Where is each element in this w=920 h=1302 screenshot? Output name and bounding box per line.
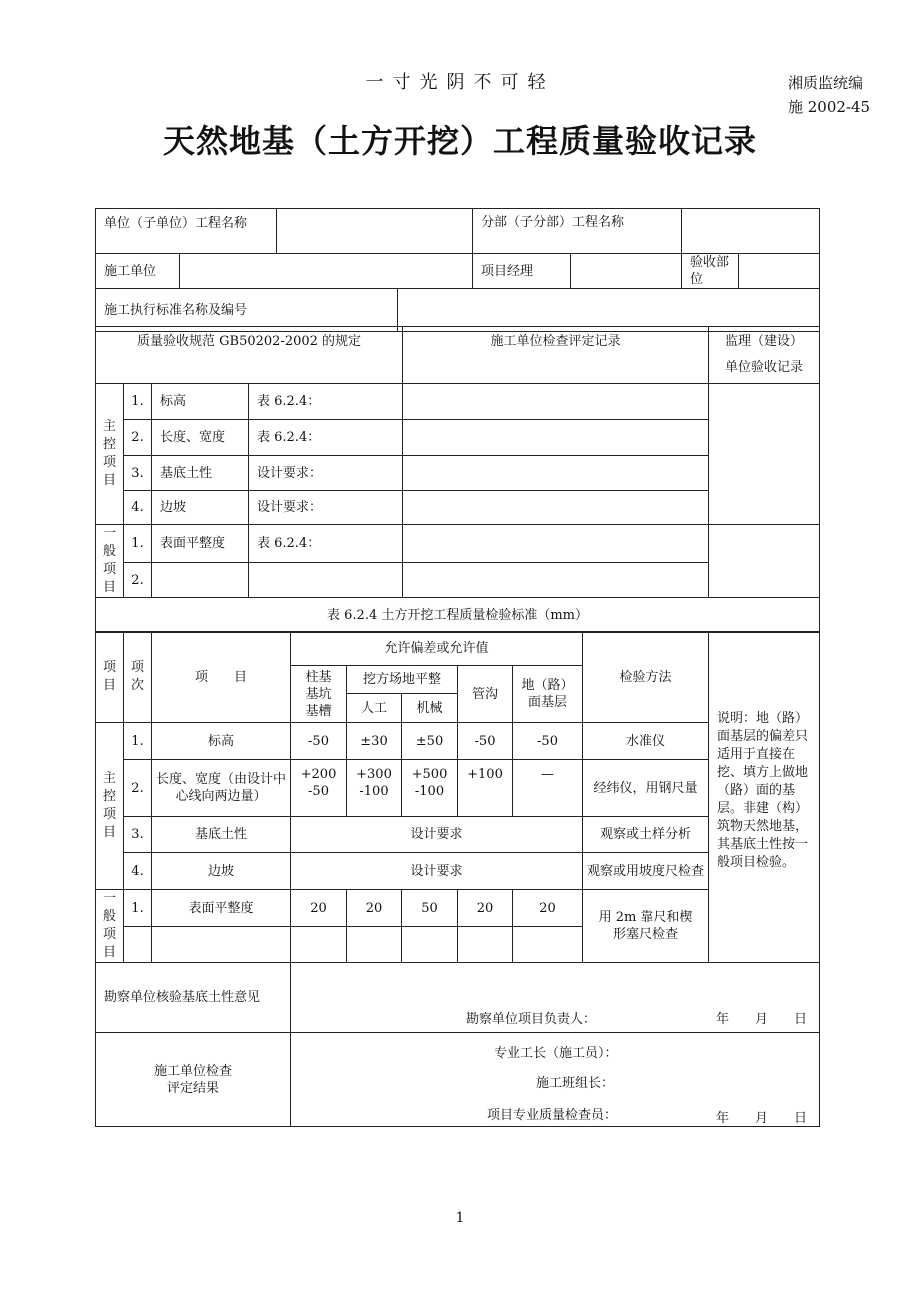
std-row-2-no: 2.	[124, 760, 152, 817]
main-item-4-name: 边坡	[152, 491, 249, 525]
standard-table	[95, 631, 820, 1127]
page-title: 天然地基（土方开挖）工程质量验收记录	[162, 122, 757, 160]
std-col-seq-text: 项次	[130, 660, 144, 693]
unit-project-name-value[interactable]	[277, 209, 473, 254]
spec-header: 质量验收规范 GB50202-2002 的规定	[96, 327, 403, 384]
std-general-row-2-no	[124, 927, 152, 963]
std-col-manual: 人工	[347, 694, 402, 723]
quality-inspector-label: 项目专业质量检查员：	[487, 1108, 618, 1123]
supervisor-header-line-2: 单位验收记录	[725, 360, 804, 375]
std-general-row-2-v4	[458, 927, 513, 963]
main-item-4-no: 4.	[124, 491, 152, 525]
sub-project-name-label: 分部（子分部）工程名称	[473, 209, 682, 254]
main-item-1-name: 标高	[152, 384, 249, 420]
foreman-label: 专业工长（施工员）：	[494, 1046, 618, 1061]
std-col-site: 挖方场地平整	[347, 666, 458, 694]
std-general-group-text: 一般项目	[102, 891, 116, 960]
std-row-2-pit-text: +200 -50	[300, 767, 337, 799]
general-item-1-no: 1.	[124, 525, 152, 563]
result-date: 年 月 日	[716, 1111, 808, 1126]
project-manager-label: 项目经理	[473, 254, 571, 289]
general-item-2-spec	[249, 563, 403, 598]
std-main-group-label	[96, 723, 124, 890]
supervisor-header	[709, 327, 820, 384]
std-row-2-trench: +100	[458, 760, 513, 817]
form-code-line-1: 湘质监统编	[788, 74, 864, 92]
std-general-row-2-v3	[402, 927, 458, 963]
main-item-4-spec: 设计要求：	[249, 491, 403, 525]
std-row-4-method: 观察或用坡度尺检查	[583, 853, 709, 890]
std-general-row-2-name	[152, 927, 291, 963]
general-item-2-no: 2.	[124, 563, 152, 598]
standard-name-label: 施工执行标准名称及编号	[96, 289, 398, 332]
std-row-1-pit: -50	[291, 723, 347, 760]
std-row-1-machine: ±50	[402, 723, 458, 760]
std-general-row-method-text: 用 2m 靠尺和楔形塞尺检查	[598, 910, 693, 942]
std-col-allowance: 允许偏差或允许值	[291, 632, 583, 666]
general-item-1-spec: 表 6.2.4：	[249, 525, 403, 563]
std-general-row-v2: 20	[347, 890, 402, 927]
std-col-trench: 管沟	[458, 666, 513, 723]
std-row-1-method: 水准仪	[583, 723, 709, 760]
general-items-supervisor-record[interactable]	[709, 525, 820, 598]
general-item-2-name	[152, 563, 249, 598]
supervisor-header-line-1: 监理（建设）	[725, 334, 804, 349]
std-general-row-v4: 20	[458, 890, 513, 927]
std-row-2-pit	[291, 760, 347, 817]
contractor-record-header: 施工单位检查评定记录	[403, 327, 709, 384]
std-col-road-text: 地（路）面基层	[521, 678, 574, 710]
team-leader-label: 施工班组长：	[536, 1076, 615, 1091]
std-row-4-name: 边坡	[152, 853, 291, 890]
std-col-road	[513, 666, 583, 723]
unit-project-name-label: 单位（子单位）工程名称	[96, 209, 277, 254]
main-item-2-no: 2.	[124, 420, 152, 456]
result-label-line-2: 评定结果	[166, 1080, 219, 1096]
main-item-2-spec: 表 6.2.4：	[249, 420, 403, 456]
main-items-supervisor-record[interactable]	[709, 384, 820, 525]
construction-unit-value[interactable]	[180, 254, 473, 289]
std-general-row-method	[583, 890, 709, 963]
std-row-3-no: 3.	[124, 817, 152, 853]
std-row-1-manual: ±30	[347, 723, 402, 760]
std-general-row-2-v1	[291, 927, 347, 963]
result-label-line-1: 施工单位检查	[153, 1063, 232, 1079]
std-general-row-v3: 50	[402, 890, 458, 927]
general-item-2-record[interactable]	[403, 563, 709, 598]
general-item-1-record[interactable]	[403, 525, 709, 563]
result-field[interactable]	[291, 1033, 820, 1127]
main-item-3-spec: 设计要求：	[249, 456, 403, 491]
std-general-row-v5: 20	[513, 890, 583, 927]
main-item-2-name: 长度、宽度	[152, 420, 249, 456]
std-row-4-no: 4.	[124, 853, 152, 890]
std-col-item	[96, 632, 124, 723]
std-general-row-2-v5	[513, 927, 583, 963]
std-row-2-road: —	[513, 760, 583, 817]
main-item-2-record[interactable]	[403, 420, 709, 456]
std-col-name: 项 目	[152, 632, 291, 723]
main-control-group-label	[96, 384, 124, 525]
main-item-3-no: 3.	[124, 456, 152, 491]
main-item-1-spec: 表 6.2.4：	[249, 384, 403, 420]
std-col-item-text: 项目	[102, 660, 116, 693]
std-general-row-2-v2	[347, 927, 402, 963]
std-col-machine: 机械	[402, 694, 458, 723]
main-item-1-record[interactable]	[403, 384, 709, 420]
construction-unit-label: 施工单位	[96, 254, 180, 289]
project-manager-value[interactable]	[571, 254, 682, 289]
std-row-1-trench: -50	[458, 723, 513, 760]
general-group-text: 一般项目	[102, 526, 116, 595]
std-note: 说明：地（路）面基层的偏差只适用于直接在挖、填方上做地（路）面的基层。非建（构）筑物天然地基，其基底土性按一般项目检验。	[709, 632, 820, 963]
std-row-1-road: -50	[513, 723, 583, 760]
std-row-2-name: 长度、宽度（由设计中心线向两边量）	[152, 760, 291, 817]
main-item-1-no: 1.	[124, 384, 152, 420]
std-row-3-name: 基底土性	[152, 817, 291, 853]
std-row-4-design: 设计要求	[291, 853, 583, 890]
sub-project-name-value[interactable]	[682, 209, 820, 254]
std-row-2-manual-text: +300 -100	[356, 767, 392, 799]
survey-opinion-field[interactable]	[291, 963, 820, 1033]
standard-table-caption: 表 6.2.4 土方开挖工程质量检验标准（mm）	[96, 598, 820, 633]
main-control-group-text: 主控项目	[102, 419, 116, 488]
main-item-3-record[interactable]	[403, 456, 709, 491]
motto-header: 一寸光阴不可轻	[365, 72, 555, 93]
std-general-row-v1: 20	[291, 890, 347, 927]
std-general-group-label	[96, 890, 124, 963]
std-row-1-no: 1.	[124, 723, 152, 760]
main-item-4-record[interactable]	[403, 491, 709, 525]
std-row-2-method: 经纬仪，用钢尺量	[583, 760, 709, 817]
std-general-row-name: 表面平整度	[152, 890, 291, 927]
inspection-items-table	[95, 326, 820, 633]
std-row-2-machine	[402, 760, 458, 817]
general-group-label	[96, 525, 124, 598]
std-general-row-no: 1.	[124, 890, 152, 927]
std-row-3-design: 设计要求	[291, 817, 583, 853]
survey-date: 年 月 日	[716, 1012, 808, 1027]
survey-opinion-label: 勘察单位核验基底土性意见	[96, 963, 291, 1033]
std-col-method: 检验方法	[583, 632, 709, 723]
std-row-2-manual	[347, 760, 402, 817]
main-item-3-name: 基底土性	[152, 456, 249, 491]
project-info-table	[95, 208, 820, 332]
result-label	[96, 1033, 291, 1127]
std-col-seq	[124, 632, 152, 723]
std-row-1-name: 标高	[152, 723, 291, 760]
std-main-group-text: 主控项目	[102, 771, 116, 840]
std-row-3-method: 观察或土样分析	[583, 817, 709, 853]
std-col-pit	[291, 666, 347, 723]
inspection-part-value[interactable]	[739, 254, 820, 289]
page-number: 1	[455, 1210, 465, 1226]
std-row-2-machine-text: +500 -100	[411, 767, 448, 799]
survey-leader-label: 勘察单位项目负责人：	[466, 1012, 597, 1027]
inspection-part-label: 验收部位	[682, 254, 739, 289]
std-col-pit-text: 柱基基坑基槽	[305, 669, 332, 719]
form-code-line-2: 施 2002-45	[788, 98, 871, 116]
general-item-1-name: 表面平整度	[152, 525, 249, 563]
